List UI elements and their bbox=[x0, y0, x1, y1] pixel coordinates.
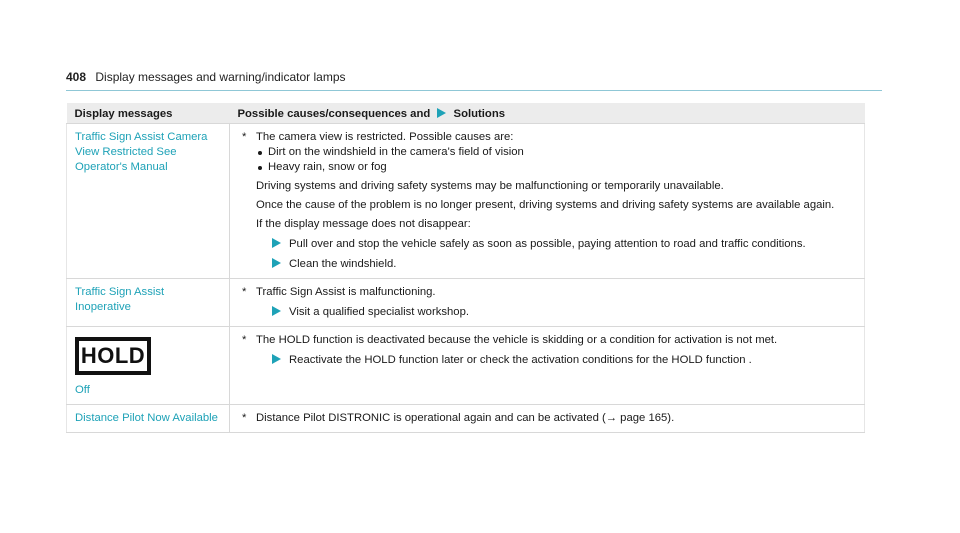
message-cell bbox=[67, 327, 230, 405]
message-cell: Traffic Sign Assist Inoperative bbox=[67, 279, 230, 327]
table-row bbox=[67, 279, 865, 327]
display-messages-table bbox=[66, 103, 865, 433]
paragraph: If the display message does not disappear: bbox=[256, 218, 471, 230]
list-item: Dirt on the windshield in the camera's field of vision bbox=[238, 145, 858, 160]
message-cell: Traffic Sign Assist Camera View Restricted See Operator's Manual bbox=[67, 124, 230, 279]
page-number: 408 bbox=[66, 70, 87, 84]
asterisk-icon: * bbox=[242, 131, 247, 143]
cause-text bbox=[238, 411, 858, 426]
message-label: Off bbox=[75, 384, 90, 396]
cause-label: The HOLD function is deactivated because the vehicle is skidding or a condition for activation is not met. bbox=[256, 334, 778, 346]
table-header-row bbox=[67, 103, 865, 124]
column-header-messages: Display messages bbox=[67, 103, 230, 124]
action-label: Pull over and stop the vehicle safely as soon as possible, paying attention to road and traffic conditions. bbox=[289, 238, 806, 250]
column-header-solutions-label: Solutions bbox=[453, 108, 506, 120]
cause-text bbox=[238, 333, 858, 348]
solution-cell bbox=[230, 124, 865, 279]
action-label: Clean the windshield. bbox=[289, 258, 397, 270]
paragraph: Once the cause of the problem is no longer present, driving systems and driving safety systems are available again. bbox=[256, 199, 835, 211]
arrow-right-icon bbox=[272, 238, 281, 248]
solution-cell bbox=[230, 279, 865, 327]
action-label: Reactivate the HOLD function later or check the activation conditions for the HOLD function . bbox=[289, 354, 752, 366]
action-step bbox=[238, 353, 858, 368]
arrow-right-icon bbox=[272, 354, 281, 364]
column-header-causes-label: Possible causes/consequences and bbox=[237, 108, 431, 120]
table-row bbox=[67, 124, 865, 279]
paragraph: Driving systems and driving safety systems may be malfunctioning or temporarily unavailable. bbox=[256, 180, 724, 192]
action-step bbox=[238, 257, 858, 272]
asterisk-icon: * bbox=[242, 286, 247, 298]
asterisk-icon: * bbox=[242, 334, 247, 346]
table-row bbox=[67, 405, 865, 433]
action-step bbox=[238, 305, 858, 320]
arrow-right-icon bbox=[272, 306, 281, 316]
asterisk-icon: * bbox=[242, 412, 247, 424]
action-step bbox=[238, 237, 858, 252]
arrow-right-icon bbox=[437, 108, 446, 118]
solution-cell bbox=[230, 327, 865, 405]
cause-label: Distance Pilot DISTRONIC is operational again and can be activated (→ page 165). bbox=[256, 412, 675, 424]
cause-label: Traffic Sign Assist is malfunctioning. bbox=[256, 286, 436, 298]
hold-icon: HOLD bbox=[75, 337, 151, 375]
column-header-causes bbox=[230, 103, 865, 124]
cause-label: The camera view is restricted. Possible causes are: bbox=[256, 131, 514, 143]
cause-text bbox=[238, 285, 858, 300]
list-item: Heavy rain, snow or fog bbox=[238, 160, 858, 175]
page-header bbox=[66, 70, 866, 84]
cause-text bbox=[238, 130, 858, 145]
action-label: Visit a qualified specialist workshop. bbox=[289, 306, 470, 318]
message-cell: Distance Pilot Now Available bbox=[67, 405, 230, 433]
arrow-right-icon bbox=[272, 258, 281, 268]
header-divider bbox=[66, 90, 882, 91]
page-title: Display messages and warning/indicator lamps bbox=[95, 70, 346, 84]
table-row bbox=[67, 327, 865, 405]
solution-cell bbox=[230, 405, 865, 433]
